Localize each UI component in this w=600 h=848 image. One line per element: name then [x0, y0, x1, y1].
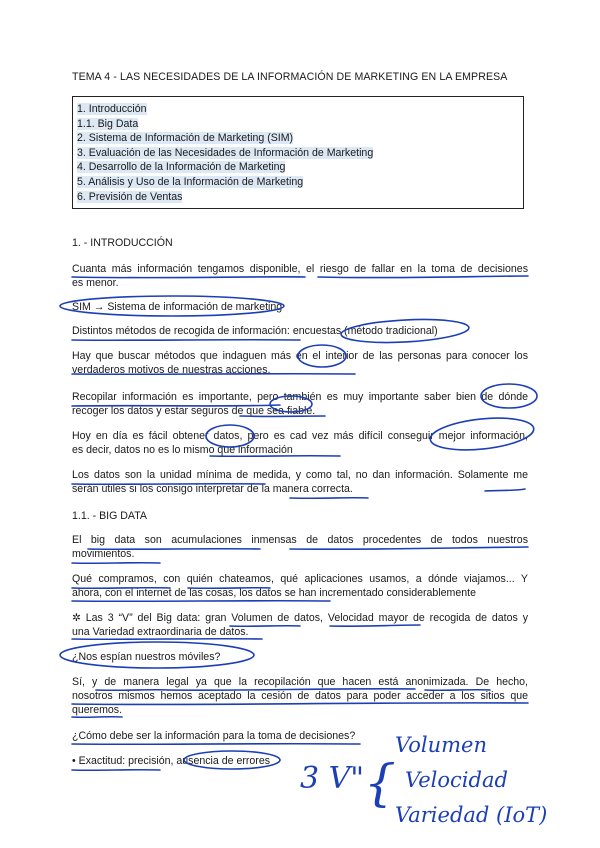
handwritten-brace: { — [364, 754, 396, 812]
toc-item[interactable]: 5. Análisis y Uso de la Información de Marketing — [77, 175, 304, 188]
toc-item[interactable]: 3. Evaluación de las Necesidades de Información de Marketing — [77, 146, 374, 159]
paragraph: ¿Nos espían nuestros móviles? — [72, 651, 221, 663]
section-heading-big-data: 1.1. - BIG DATA — [72, 510, 147, 522]
table-of-contents — [72, 96, 524, 209]
handwritten-variedad: Variedad (IoT) — [395, 803, 548, 827]
paragraph: El big data son acumulaciones inmensas de datos procedentes de todos nuestros movimientos. — [72, 534, 528, 560]
paragraph: SIM → Sistema de información de marketing — [72, 301, 283, 313]
paragraph: ¿Cómo debe ser la información para la toma de decisiones? — [72, 730, 356, 742]
toc-item[interactable]: 1.1. Big Data — [77, 117, 139, 130]
paragraph: Cuanta más información tengamos disponible, el riesgo de fallar en la toma de decisiones es menor. — [72, 263, 528, 289]
handwritten-velocidad: Velocidad — [405, 768, 508, 792]
paragraph: Hoy en día es fácil obtener datos, pero es cad vez más difícil conseguir mejor información, es decir, datos no es lo mismo que información — [72, 430, 528, 456]
paragraph: • Exactitud: precisión, ausencia de errores — [72, 755, 271, 767]
handwritten-volumen: Volumen — [395, 733, 487, 757]
section-heading-introduccion: 1. - INTRODUCCIÓN — [72, 237, 173, 249]
ink-handwritten-notes — [300, 733, 547, 827]
toc-item[interactable]: 1. Introducción — [77, 103, 147, 115]
paragraph: Hay que buscar métodos que indaguen más en el interior de las personas para conocer los verdaderos motivos de nuestras acciones. — [72, 350, 528, 376]
paragraph: Sí, y de manera legal ya que la recopilación que hacen está anonimizada. De hecho, nosotros mismos hemos aceptado la cesión de datos para poder acceder a los sitios que queremos. — [72, 676, 528, 716]
toc-item[interactable]: 2. Sistema de Información de Marketing (SIM) — [77, 132, 294, 145]
paragraph: Distintos métodos de recogida de información: encuestas (método tradicional) — [72, 325, 438, 337]
paragraph: Los datos son la unidad mínima de medida, y como tal, no dan información. Solamente me serán útiles si los consigo interpretar de la manera correcta. — [72, 469, 528, 495]
paragraph: Recopilar información es importante, pero también es muy importante saber bien de dónde recoger los datos y estar seguros de que sea fiable. — [72, 391, 528, 417]
toc-item[interactable]: 6. Previsión de Ventas — [77, 190, 183, 203]
document-title: TEMA 4 - LAS NECESIDADES DE LA INFORMACIÓN DE MARKETING EN LA EMPRESA — [72, 71, 508, 83]
handwritten-3v: 3 V" — [300, 761, 365, 796]
paragraph: Qué compramos, con quién chateamos, qué aplicaciones usamos, a dónde viajamos... Y ahora, con el internet de las cosas, los datos se han incrementado considerablemente — [72, 573, 528, 599]
toc-item[interactable]: 4. Desarrollo de la Información de Marketing — [77, 161, 286, 174]
paragraph: ✲ Las 3 “V” del Big data: gran Volumen de datos, Velocidad mayor de recogida de datos y una Variedad extraordinaria de datos. — [72, 612, 528, 638]
